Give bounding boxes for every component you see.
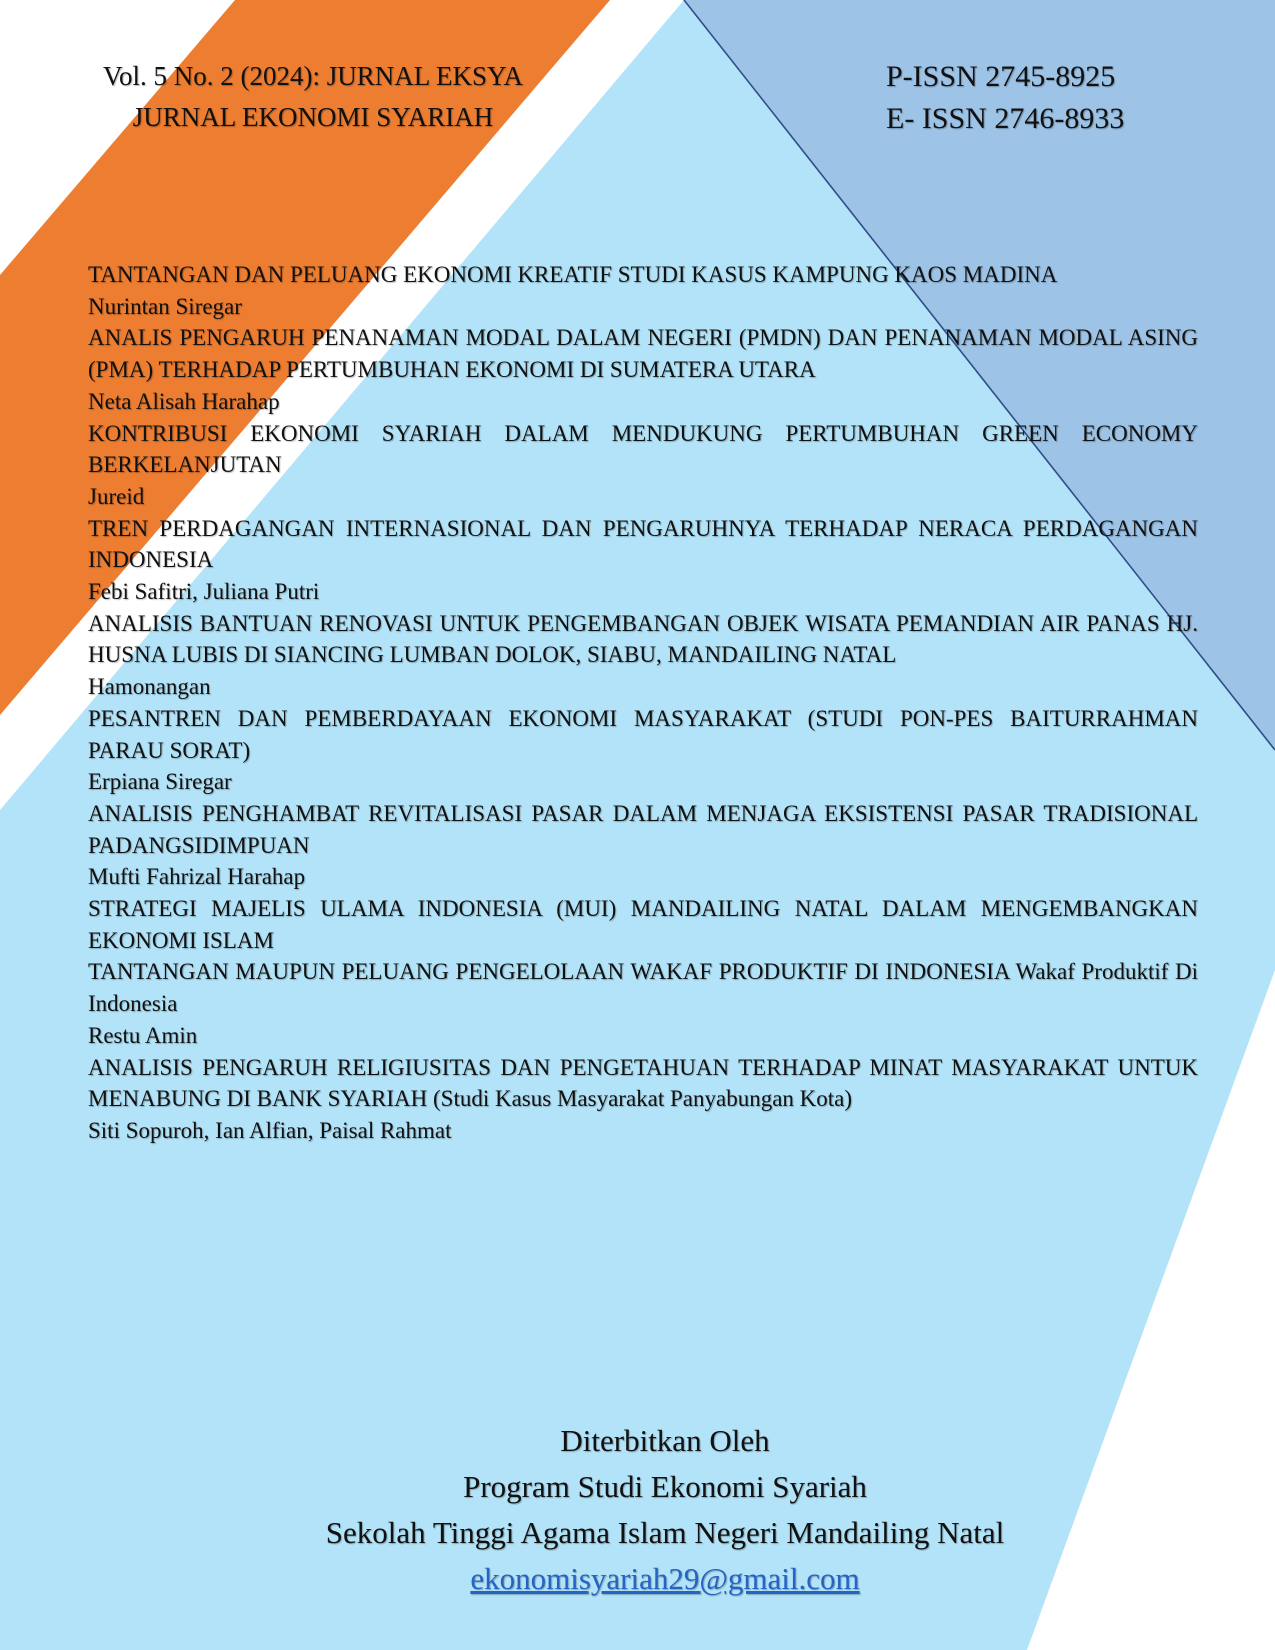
article-title: TREN PERDAGANGAN INTERNASIONAL DAN PENGARUHNYA TERHADAP NERACA PERDAGANGAN INDONESIA [88, 515, 1198, 573]
article-authors: Siti Sopuroh, Ian Alfian, Paisal Rahmat [88, 1117, 452, 1143]
article-title: ANALISIS PENGHAMBAT REVITALISASI PASAR DALAM MENJAGA EKSISTENSI PASAR TRADISIONAL PADANGSIDIMPUAN [88, 800, 1198, 858]
publisher-block [160, 1418, 1170, 1602]
article-title: ANALIS PENGARUH PENANAMAN MODAL DALAM NEGERI (PMDN) DAN PENANAMAN MODAL ASING (PMA) TERHADAP PERTUMBUHAN EKONOMI DI SUMATERA UTARA [88, 325, 1198, 383]
published-by-label: Diterbitkan Oleh [560, 1423, 770, 1458]
article-authors: Restu Amin [88, 1022, 198, 1048]
article-authors: Nurintan Siregar [88, 293, 242, 319]
article-authors: Febi Safitri, Juliana Putri [88, 579, 320, 605]
article-authors: Mufti Fahrizal Harahap [88, 864, 306, 890]
article-title: PESANTREN DAN PEMBERDAYAAN EKONOMI MASYARAKAT (STUDI PON-PES BAITURRAHMAN PARAU SORAT) [88, 705, 1198, 763]
article-title: KONTRIBUSI EKONOMI SYARIAH DALAM MENDUKUNG PERTUMBUHAN GREEN ECONOMY BERKELANJUTAN [88, 420, 1198, 478]
article-title: ANALISIS PENGARUH RELIGIUSITAS DAN PENGETAHUAN TERHADAP MINAT MASYARAKAT UNTUK MENABUNG DI BANK SYARIAH (Studi Kasus Masyarakat Panyabungan Kota) [88, 1054, 1198, 1112]
contact-email-link[interactable]: ekonomisyariah29@gmail.com [470, 1561, 860, 1596]
volume-issue-line: Vol. 5 No. 2 (2024): JURNAL EKSYA [102, 61, 524, 91]
article-authors: Hamonangan [88, 674, 211, 700]
journal-header [78, 56, 548, 138]
p-issn: P-ISSN 2745-8925 [886, 60, 1116, 93]
article-authors: Erpiana Siregar [88, 769, 232, 795]
table-of-contents [88, 259, 1198, 1147]
article-title: ANALISIS BANTUAN RENOVASI UNTUK PENGEMBANGAN OBJEK WISATA PEMANDIAN AIR PANAS HJ. HUSNA LUBIS DI SIANCING LUMBAN DOLOK, SIABU, MANDAILING NATAL [88, 610, 1198, 668]
journal-name: JURNAL EKONOMI SYARIAH [132, 102, 494, 132]
article-title: STRATEGI MAJELIS ULAMA INDONESIA (MUI) MANDAILING NATAL DALAM MENGEMBANGKAN EKONOMI ISLAM [88, 896, 1198, 953]
article-title: TANTANGAN DAN PELUANG EKONOMI KREATIF STUDI KASUS KAMPUNG KAOS MADINA [88, 262, 1058, 287]
issn-block [886, 56, 1186, 140]
e-issn: E- ISSN 2746-8933 [886, 102, 1125, 135]
article-title: TANTANGAN MAUPUN PELUANG PENGELOLAAN WAKAF PRODUKTIF DI INDONESIA Wakaf Produktif Di Indonesia [88, 959, 1198, 1017]
article-authors: Neta Alisah Harahap [88, 388, 280, 414]
article-authors: Jureid [88, 483, 145, 509]
study-program: Program Studi Ekonomi Syariah [463, 1469, 867, 1504]
institution-name: Sekolah Tinggi Agama Islam Negeri Mandailing Natal [325, 1515, 1005, 1550]
